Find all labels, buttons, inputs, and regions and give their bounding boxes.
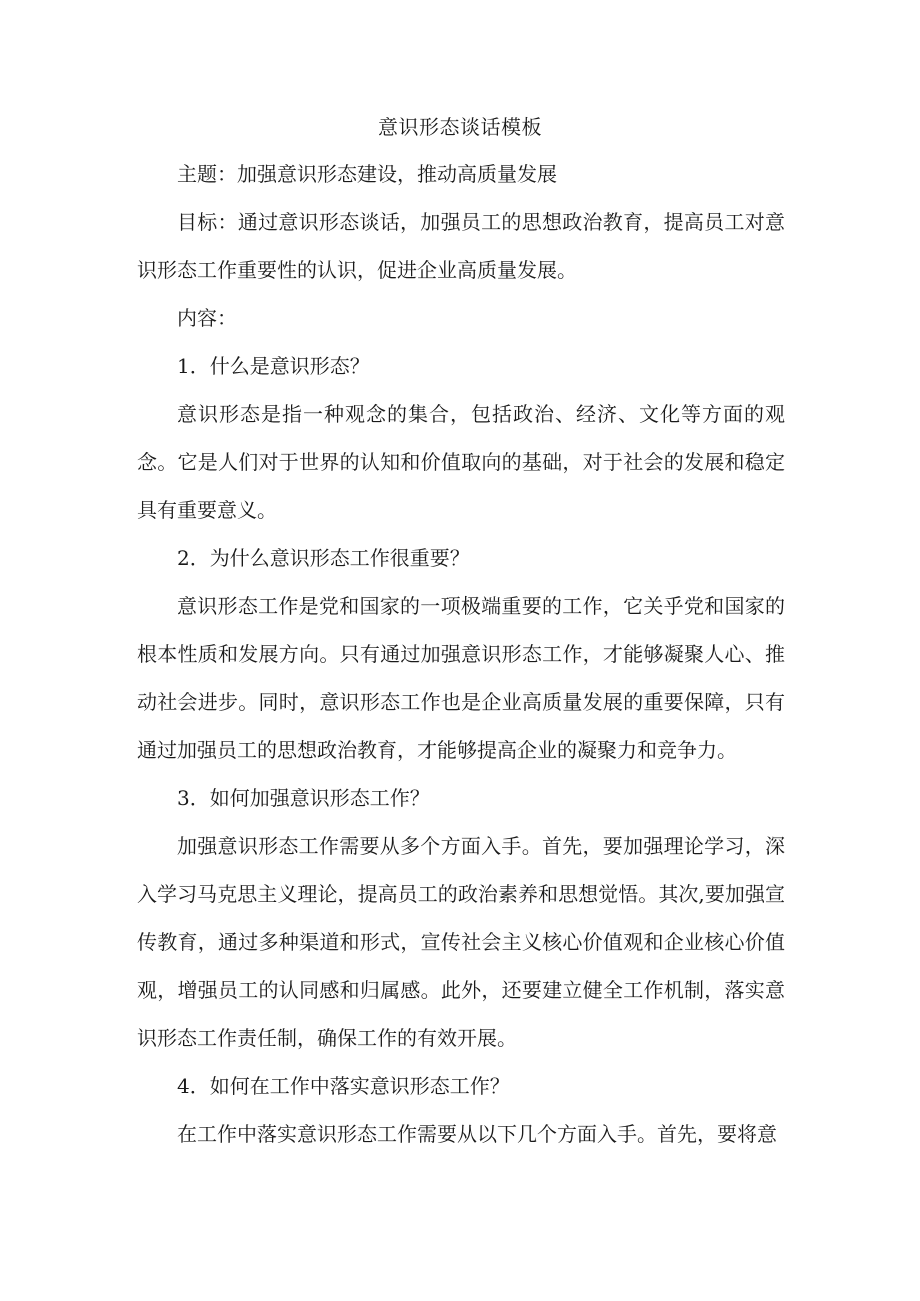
paragraph-content-label: 内容：	[177, 306, 237, 330]
document-title: 意识形态谈话模板	[378, 115, 542, 139]
paragraph-4: 在工作中落实意识形态工作需要从以下几个方面入手。首先，要将意	[177, 1122, 777, 1146]
paragraph-theme: 主题：加强意识形态建设，推动高质量发展	[177, 162, 557, 186]
heading-2: 2．为什么意识形态工作很重要？	[177, 546, 470, 570]
heading-1: 1．什么是意识形态？	[177, 354, 370, 378]
heading-3: 3．如何加强意识形态工作？	[177, 786, 430, 810]
paragraph-1: 意识形态是指一种观念的集合，包括政治、经济、文化等方面的观念。它是人们对于世界的认知和价值取向的基础，对于社会的发展和稳定具有重要意义。	[137, 402, 785, 522]
paragraph-3: 加强意识形态工作需要从多个方面入手。首先，要加强理论学习，深入学习马克思主义理论，提高员工的政治素养和思想觉悟。其次,要加强宣传教育，通过多种渠道和形式，宣传社会主义核心价值观和企业核心价值观，增强员工的认同感和归属感。此外，还要建立健全工作机制，落实意识形态工作责任制，确保工作的有效开展。	[137, 834, 785, 1050]
heading-4: 4．如何在工作中落实意识形态工作？	[177, 1074, 510, 1098]
paragraph-goal: 目标：通过意识形态谈话，加强员工的思想政治教育，提高员工对意识形态工作重要性的认识，促进企业高质量发展。	[137, 210, 785, 282]
paragraph-2: 意识形态工作是党和国家的一项极端重要的工作，它关乎党和国家的根本性质和发展方向。只有通过加强意识形态工作，才能够凝聚人心、推动社会进步。同时，意识形态工作也是企业高质量发展的重要保障，只有通过加强员工的思想政治教育，才能够提高企业的凝聚力和竞争力。	[137, 594, 785, 762]
document-body	[137, 150, 785, 1158]
